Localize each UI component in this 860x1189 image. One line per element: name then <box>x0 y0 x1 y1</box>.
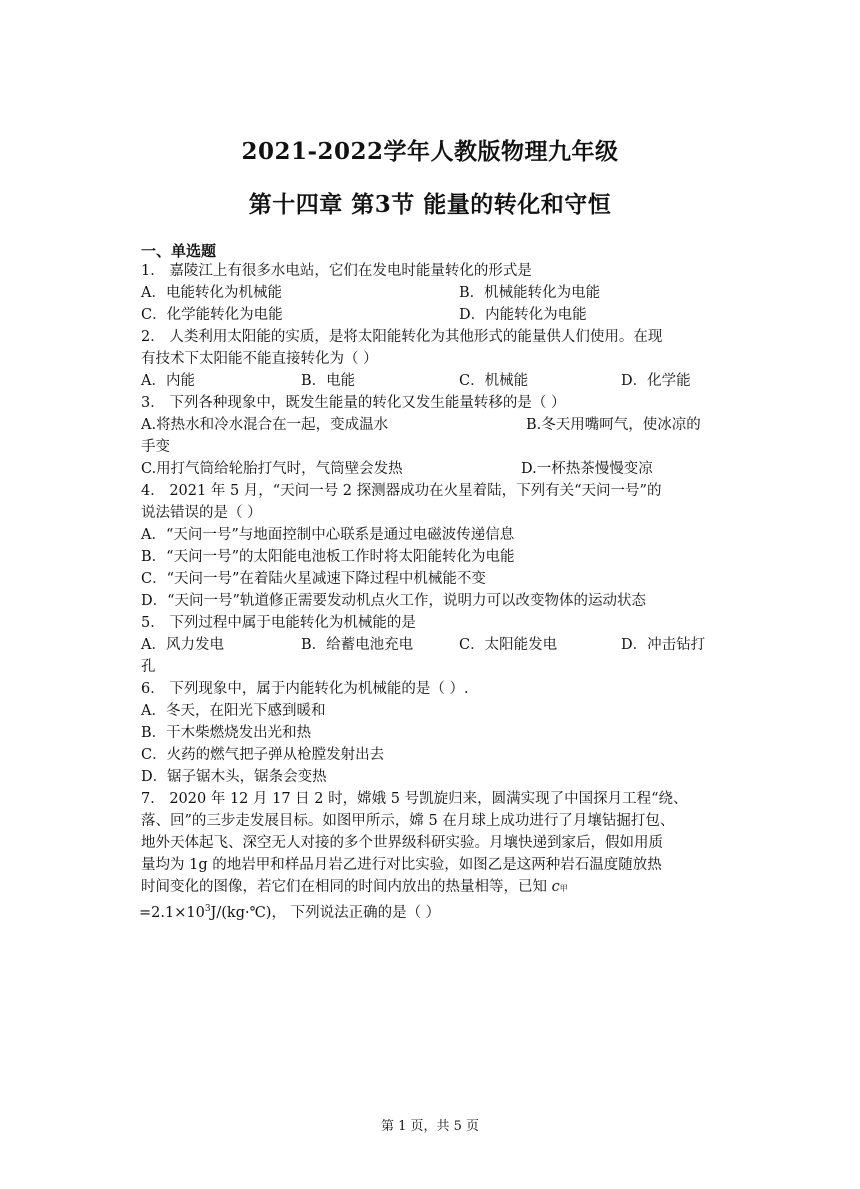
question-6-stem: 6． 下列现象中，属于内能转化为机械能的是（ ）. <box>141 681 469 697</box>
question-7-line-5 <box>141 876 568 900</box>
option-d: D．冲击钻打 <box>621 637 706 653</box>
page-footer: 第 1 页，共 5 页 <box>380 1119 480 1134</box>
exponent: 3 <box>204 904 211 914</box>
page-subtitle: 第十四章 第3节 能量的转化和守恒 <box>248 191 612 218</box>
question-2-stem-line-2: 有技术下太阳能不能直接转化为（ ） <box>141 351 378 367</box>
option-a: A.将热水和冷水混合在一起，变成温水 <box>141 417 389 433</box>
question-4-stem-line-2: 说法错误的是（ ） <box>141 505 262 521</box>
option-a: A．电能转化为机械能 <box>141 285 282 301</box>
option-b: B．电能 <box>301 373 356 389</box>
option-c: C．化学能转化为电能 <box>141 307 283 323</box>
question-7-line-1: 7． 2020 年 12 月 17 日 2 时，嫦娥 5 号凯旋归来，圆满实现了中国探月工程“绕、 <box>141 791 688 807</box>
option-b-continuation: 手变 <box>141 439 170 455</box>
specific-heat-value: =2.1×10 <box>139 904 205 921</box>
option-d: D．内能转化为电能 <box>459 307 587 323</box>
option-c: C．火药的燃气把子弹从枪膛发射出去 <box>141 747 385 763</box>
option-a: A．“天问一号”与地面控制中心联系是通过电磁波传递信息 <box>141 527 515 543</box>
c-symbol: c <box>551 879 560 895</box>
option-d: D.一杯热茶慢慢变凉 <box>521 461 653 477</box>
question-7-line-6 <box>139 898 440 924</box>
option-d: D．锯子锯木头，锯条会变热 <box>141 769 327 785</box>
question-2-stem-line-1: 2． 人类利用太阳能的实质，是将太阳能转化为其他形式的能量供人们使用。在现 <box>141 329 663 345</box>
question-7-line-2: 落、回”的三步走发展目标。如图甲所示，嫦 5 在月球上成功进行了月壤钻掘打包、 <box>141 813 675 829</box>
option-a: A．冬天，在阳光下感到暖和 <box>141 703 326 719</box>
question-5-stem: 5． 下列过程中属于电能转化为机械能的是 <box>141 615 416 631</box>
specific-heat-symbol <box>552 879 568 895</box>
option-c: C．太阳能发电 <box>459 637 558 653</box>
section-heading: 一、单选题 <box>141 242 217 260</box>
question-3-stem: 3． 下列各种现象中，既发生能量的转化又发生能量转移的是（ ） <box>141 395 566 411</box>
c-subscript: 甲 <box>559 884 568 893</box>
option-c: C.用打气筒给轮胎打气时，气筒壁会发热 <box>141 461 403 477</box>
question-7-line-5-text: 时间变化的图像，若它们在相同的时间内放出的热量相等，已知 <box>141 879 547 895</box>
question-7-line-4: 量均为 1g 的地岩甲和样品月岩乙进行对比实验，如图乙是这两种岩石温度随放热 <box>141 857 662 873</box>
question-4-stem-line-1: 4． 2021 年 5 月，“天问一号 2 探测器成功在火星着陆，下列有关“天问一号”的 <box>141 483 662 499</box>
option-d-continuation: 孔 <box>141 659 156 675</box>
question-1-stem: 1． 嘉陵江上有很多水电站，它们在发电时能量转化的形式是 <box>141 263 532 279</box>
option-b: B．“天问一号”的太阳能电池板工作时将太阳能转化为电能 <box>141 549 515 565</box>
option-a: A．内能 <box>141 373 195 389</box>
option-c: C．机械能 <box>459 373 529 389</box>
option-d: D．化学能 <box>621 373 691 389</box>
option-b: B.冬天用嘴呵气，使冰凉的 <box>526 417 701 433</box>
question-7-line-3: 地外天体起飞、深空无人对接的多个世界级科研实验。月壤快递到家后，假如用质 <box>141 835 663 851</box>
option-b: B．干木柴燃烧发出光和热 <box>141 725 312 741</box>
option-a: A．风力发电 <box>141 637 224 653</box>
option-c: C．“天问一号”在着陆火星减速下降过程中机械能不变 <box>141 571 486 587</box>
option-b: B．机械能转化为电能 <box>459 285 601 301</box>
option-b: B．给蓄电池充电 <box>301 637 414 653</box>
page-title: 2021-2022学年人教版物理九年级 <box>241 138 619 165</box>
option-d: D．“天问一号”轨道修正需要发动机点火工作，说明力可以改变物体的运动状态 <box>141 593 646 609</box>
question-7-line-6-text: J/(kg·℃)， 下列说法正确的是（ ） <box>210 904 441 921</box>
